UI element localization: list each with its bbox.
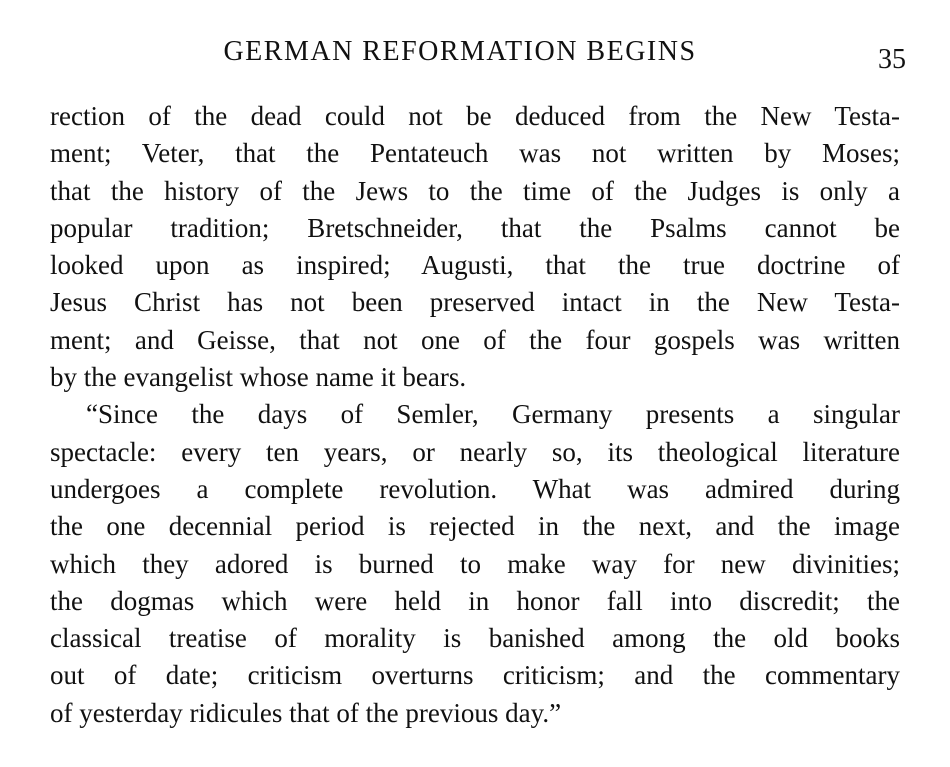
text-line: which they adored is burned to make way for new divinities; bbox=[50, 548, 900, 579]
text-line: classical treatise of morality is banished among the old books bbox=[50, 623, 900, 654]
running-title: GERMAN REFORMATION BEGINS bbox=[223, 36, 697, 67]
text-line: the one decennial period is rejected in the next, and the image bbox=[50, 511, 900, 542]
text-line: rection of the dead could not be deduced from the New Testa- bbox=[50, 101, 900, 131]
text-line: of yesterday ridicules that of the previous day.” bbox=[50, 697, 562, 728]
body-text bbox=[50, 98, 900, 732]
text-line: looked upon as inspired; Augusti, that the true doctrine of bbox=[50, 250, 900, 281]
paragraph-continued bbox=[50, 98, 900, 396]
text-line: by the evangelist whose name it bears. bbox=[50, 362, 467, 393]
text-line: ment; Veter, that the Pentateuch was not written by Moses; bbox=[50, 138, 900, 169]
text-line: undergoes a complete revolution. What was admired during bbox=[50, 473, 900, 504]
text-line: “Since the days of Semler, Germany presents a singular bbox=[86, 399, 900, 430]
text-line: ment; and Geisse, that not one of the four gospels was written bbox=[50, 324, 900, 355]
text-line: Jesus Christ has not been preserved intact in the New Testa- bbox=[50, 287, 900, 318]
text-line: popular tradition; Bretschneider, that the Psalms cannot be bbox=[50, 212, 900, 243]
text-line: out of date; criticism overturns criticism; and the commentary bbox=[50, 660, 900, 691]
page-number: 35 bbox=[878, 44, 906, 75]
paragraph-quotation bbox=[50, 396, 900, 732]
text-line: spectacle: every ten years, or nearly so, its theological literature bbox=[50, 436, 900, 467]
text-line: the dogmas which were held in honor fall into discredit; the bbox=[50, 585, 900, 616]
running-head bbox=[50, 34, 906, 74]
text-line: that the history of the Jews to the time of the Judges is only a bbox=[50, 175, 900, 206]
